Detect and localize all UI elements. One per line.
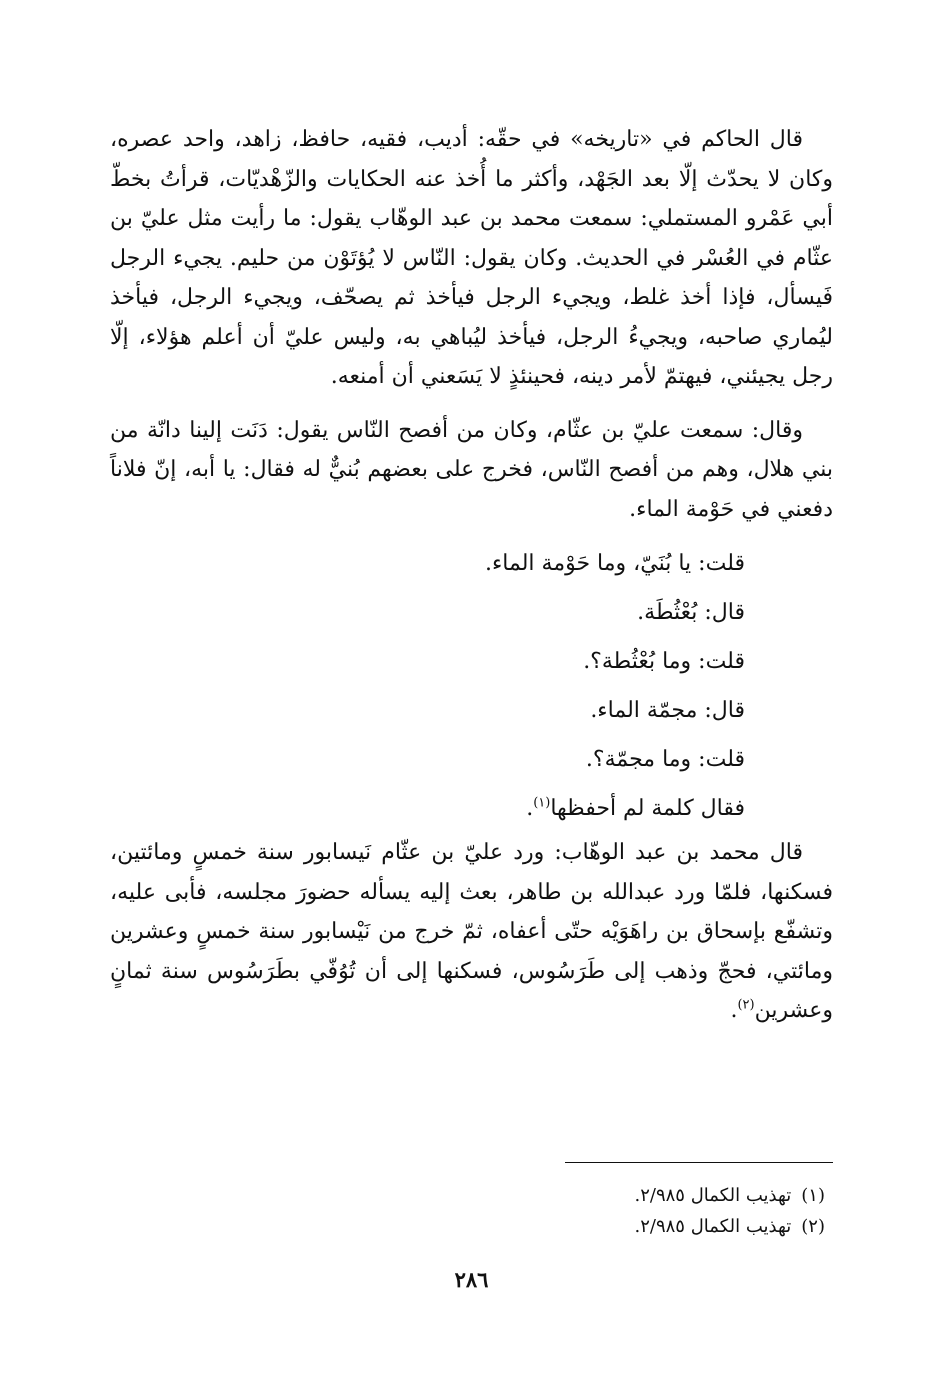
footnotes [635,1180,826,1242]
paragraph-nishapur: قال محمد بن عبد الوهّاب: ورد عليّ بن عثّام نَيسابور سنة خمسٍ ومائتين، فسكنها، فلمّا ورد عبدالله بن طاهر، بعث إليه يسأله حضورَ مجلسه، فأبى عليه، وتشفّع بإسحاق بن راهَوَيْه حتّى أعفاه، ثمّ خرج من نَيْسابور سنة خمسٍ وعشرين ومائتي، فحجّ وذهب إلى طَرَسُوس، فسكنها إلى أن تُوُفّي بطَرَسُوس سنة ثمانٍ وعشرين$^{(٢)}$. [110,840,833,1023]
page-number: ٢٨٦ [454,1267,489,1292]
footnote-number: (١) [801,1185,825,1206]
page-body [110,120,833,1031]
dialogue-line: قال: بُعْثُطَة. [637,600,745,625]
paragraph-ali-ibn-ittham: وقال: سمعت عليّ بن عثّام، وكان من أفصح النّاس يقول: دَنَت إلينا دانّة من بني هلال، وهم من أفصح النّاس، فخرج على بعضهم بُنيٌّ له فقال: يا أبه، إنّ فلاناً دفعني في حَوْمة الماء. [110,417,833,522]
footnote-separator [565,1162,833,1163]
dialogue-list [110,539,833,833]
footnote-2 [635,1211,826,1242]
dialogue-line: قلت: وما مجمّة؟. [585,747,745,772]
footnote-1 [635,1180,826,1211]
paragraph-nishapur-text: قال محمد بن عبد الوهّاب: ورد عليّ بن عثّام نَيسابور سنة خمسٍ ومائتين، فسكنها، فلمّا ورد عبدالله بن طاهر، بعث إليه يسأله حضورَ مجلسه، فأبى عليه، وتشفّع بإسحاق بن راهَوَيْه حتّى أعفاه، ثمّ خرج من نَيْسابور سنة خمسٍ وعشرين ومائتي، فحجّ وذهب إلى طَرَسُوس، فسكنها إلى أن تُوُفّي بطَرَسُوس سنة ثمانٍ وعشرين [110,840,833,1023]
footnote-text: تهذيب الكمال ٢/٩٨٥. [634,1216,792,1237]
footnote-reference-2[interactable]: (٢) [737,997,755,1013]
footnote-text: تهذيب الكمال ٢/٩٨٥. [634,1185,792,1206]
dialogue-final-text: فقال كلمة لم أحفظها [550,796,745,821]
dialogue-line: قلت: يا بُنَيّ، وما حَوْمة الماء. [484,551,745,576]
footnote-reference-1[interactable]: (١) [533,795,551,811]
dialogue-line: قال: مجمّة الماء. [590,698,745,723]
paragraph-hakim-quote: قال الحاكم في «تاريخه» في حقّه: أديب، فقيه، حافظ، زاهد، واحد عصره، وكان لا يحدّث إلّا بعد الجَهْد، وأكثر ما أُخذ عنه الحكايات والزّهْديّات، قرأتُ بخطّ أبي عَمْرو المستملي: سمعت محمد بن عبد الوهّاب يقول: ما رأيت مثل عليّ بن عثّام في العُسْر في الحديث. وكان يقول: النّاس لا يُؤتَوْن من حليم. يجيء الرجل فَيسأل، فإذا أخذ غلط، ويجيء الرجل فيأخذ ثم يصحّف، ويجيء الرجل، فيأخذ ليُماري صاحبه، ويجيءُ الرجل، فيأخذ ليُباهي به، وليس عليّ أن أعلم هؤلاء، إلّا رجل يجيئني، فيهتمّ لأمر دينه، فحينئذٍ لا يَسَعني أن أمنعه. [110,127,833,389]
dialogue-line-final: فقال كلمة لم أحفظها$^{(١)}$. [526,795,745,821]
dialogue-line: قلت: وما بُعْثُطة؟. [583,649,745,674]
footnote-number: (٢) [801,1216,825,1237]
